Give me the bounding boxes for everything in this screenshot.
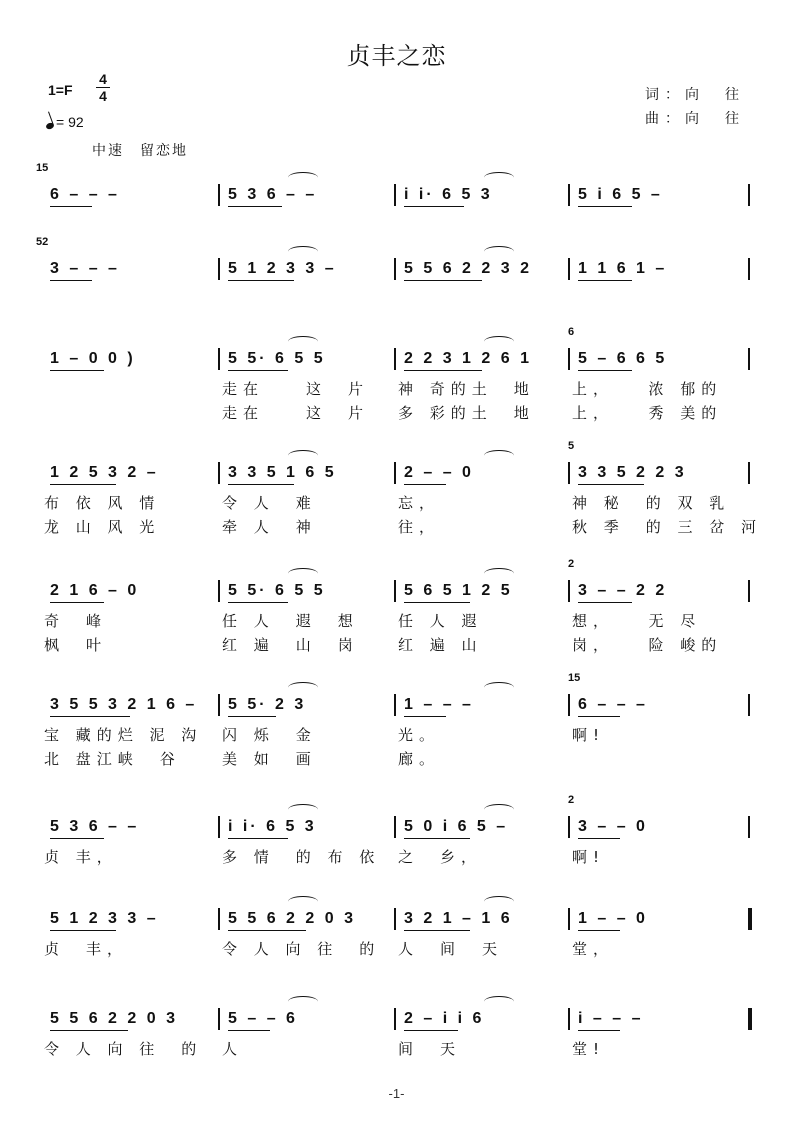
note-beam <box>578 206 632 207</box>
lyric-line-1: 布 依 风 情 <box>44 494 161 512</box>
grace-note: 52 <box>36 236 49 248</box>
barline <box>394 816 396 838</box>
barline <box>568 580 570 602</box>
tempo-marking <box>46 114 84 130</box>
note-beam <box>404 484 446 485</box>
page-number: -1- <box>388 1086 405 1101</box>
note-beam <box>228 838 288 839</box>
lyric-line-1: 闪 烁 金 <box>222 726 317 744</box>
slur-mark <box>288 568 318 579</box>
note-beam <box>578 1030 620 1031</box>
barline <box>748 580 750 602</box>
composer-credit: 曲：向 往 <box>645 110 745 126</box>
measure-notes: 3 3 5 1 6 5 <box>228 464 337 481</box>
note-beam <box>228 930 306 931</box>
lyric-line-2: 岗， 险 峻的 <box>572 636 723 654</box>
measure-notes: 2 2 3 1 2 6 1 <box>404 350 532 367</box>
note-beam <box>50 370 104 371</box>
lyric-line-2: 多 彩的土 地 <box>398 404 535 422</box>
barline <box>218 580 220 602</box>
measure-notes: 5 5· 6 5 5 <box>228 582 326 599</box>
slur-mark <box>484 804 514 815</box>
slur-mark <box>484 246 514 257</box>
note-beam <box>50 602 104 603</box>
slur-mark <box>288 246 318 257</box>
slur-mark <box>288 896 318 907</box>
measure-notes: 5 5· 6 5 5 <box>228 350 326 367</box>
lyric-line-1: 间 天 <box>398 1040 462 1058</box>
tempo-value: = 92 <box>56 114 84 130</box>
measure-notes: 3 – – 0 <box>578 818 648 835</box>
note-beam <box>228 484 294 485</box>
slur-mark <box>288 804 318 815</box>
grace-note: 15 <box>36 162 49 174</box>
note-beam <box>228 206 282 207</box>
note-beam <box>578 716 620 717</box>
measure-notes: i – – – <box>578 1010 644 1027</box>
measure-notes: 5 3 6 – – <box>228 186 318 203</box>
slur-mark <box>484 336 514 347</box>
measure-notes: 5 0 i 6 5 – <box>404 818 509 835</box>
lyric-line-1: 神 奇的土 地 <box>398 380 535 398</box>
barline <box>394 348 396 370</box>
measure-notes: 3 – – – <box>50 260 120 277</box>
lyric-line-1: 堂， <box>572 940 615 958</box>
lyric-line-1: 上， 浓 郁的 <box>572 380 723 398</box>
measure-notes: 1 – – 0 <box>578 910 648 927</box>
slur-mark <box>484 450 514 461</box>
measure-notes: 5 5 6 2 2 0 3 <box>228 910 356 927</box>
note-beam <box>228 280 294 281</box>
measure-notes: 2 1 6 – 0 <box>50 582 140 599</box>
measure-notes: 5 3 6 – – <box>50 818 140 835</box>
barline <box>748 1008 752 1030</box>
measure-notes: 2 – i i 6 <box>404 1010 485 1027</box>
slur-mark <box>484 996 514 1007</box>
barline <box>748 694 750 716</box>
measure-notes: 1 1 6 1 – <box>578 260 668 277</box>
barline <box>748 258 750 280</box>
barline <box>568 816 570 838</box>
barline <box>394 694 396 716</box>
note-beam <box>50 838 104 839</box>
lyric-line-1: 之 乡， <box>398 848 483 866</box>
barline <box>568 908 570 930</box>
measure-notes: 1 2 5 3 2 – <box>50 464 159 481</box>
grace-note: 5 <box>568 440 575 452</box>
slur-mark <box>484 172 514 183</box>
note-beam <box>578 930 620 931</box>
lyric-line-2: 廊。 <box>398 750 441 768</box>
note-beam <box>578 280 632 281</box>
measure-notes: i i· 6 5 3 <box>228 818 317 835</box>
note-beam <box>404 930 470 931</box>
note-beam <box>228 1030 270 1031</box>
measure-notes: 3 – – 2 2 <box>578 582 668 599</box>
barline <box>394 258 396 280</box>
note-beam <box>404 280 482 281</box>
note-beam <box>50 716 130 717</box>
measure-notes: 6 – – – <box>578 696 648 713</box>
note-beam <box>578 484 644 485</box>
lyric-line-1: 令 人 向 往 的 <box>44 1040 203 1058</box>
lyric-line-1: 啊! <box>572 848 606 866</box>
measure-notes: 5 1 2 3 3 – <box>50 910 159 927</box>
grace-note: 2 <box>568 794 575 806</box>
barline <box>568 258 570 280</box>
measure-notes: 5 1 2 3 3 – <box>228 260 337 277</box>
grace-note: 6 <box>568 326 575 338</box>
slur-mark <box>288 682 318 693</box>
measure-notes: 2 – – 0 <box>404 464 474 481</box>
barline <box>218 1008 220 1030</box>
lyric-line-1: 人 间 天 <box>398 940 504 958</box>
barline <box>218 348 220 370</box>
lyric-line-2: 美 如 画 <box>222 750 317 768</box>
lyric-line-1: 任 人 遐 <box>398 612 483 630</box>
slur-mark <box>288 450 318 461</box>
barline <box>748 184 750 206</box>
barline <box>748 348 750 370</box>
slur-mark <box>484 568 514 579</box>
lyric-line-1: 宝 藏的烂 泥 沟 <box>44 726 203 744</box>
barline <box>394 580 396 602</box>
barline <box>748 908 752 930</box>
lyric-line-1: 贞 丰， <box>44 940 129 958</box>
lyric-line-2: 枫 叶 <box>44 636 108 654</box>
note-beam <box>50 484 116 485</box>
lyric-line-2: 北 盘江峡 谷 <box>44 750 181 768</box>
lyric-line-1: 堂! <box>572 1040 606 1058</box>
lyric-line-1: 神 秘 的 双 乳 <box>572 494 731 512</box>
note-beam <box>228 716 276 717</box>
measure-notes: 3 5 5 3 2 1 6 – <box>50 696 198 713</box>
measure-notes: 1 – – – <box>404 696 474 713</box>
lyric-line-2: 红 遍 山 <box>398 636 483 654</box>
measure-notes: 6 – – – <box>50 186 120 203</box>
note-beam <box>404 370 482 371</box>
lyric-line-1: 令 人 向 往 的 <box>222 940 381 958</box>
barline <box>568 184 570 206</box>
page-title: 贞丰之恋 <box>346 42 447 70</box>
barline <box>218 908 220 930</box>
slur-mark <box>288 996 318 1007</box>
lyric-line-2: 走在 这 片 <box>222 404 370 422</box>
barline <box>568 462 570 484</box>
slur-mark <box>484 896 514 907</box>
barline <box>748 462 750 484</box>
barline <box>568 1008 570 1030</box>
barline <box>218 184 220 206</box>
lyric-line-1: 啊! <box>572 726 606 744</box>
barline <box>218 816 220 838</box>
time-signature-top: 4 <box>99 71 107 87</box>
lyric-line-2: 秋 季 的 三 岔 河 <box>572 518 763 536</box>
note-beam <box>404 602 470 603</box>
lyric-line-1: 人 <box>222 1040 244 1058</box>
lyric-line-2: 上， 秀 美的 <box>572 404 723 422</box>
measure-notes: 5 i 6 5 – <box>578 186 663 203</box>
lyric-line-2: 往， <box>398 518 441 536</box>
barline <box>394 184 396 206</box>
barline <box>748 816 750 838</box>
note-beam <box>578 838 620 839</box>
note-beam <box>50 280 92 281</box>
lyric-line-1: 令 人 难 <box>222 494 317 512</box>
measure-notes: 5 5 6 2 2 0 3 <box>50 1010 178 1027</box>
measure-notes: 3 3 5 2 2 3 <box>578 464 687 481</box>
lyric-line-1: 想， 无 尽 <box>572 612 702 630</box>
quarter-note-icon <box>45 122 55 130</box>
barline <box>218 694 220 716</box>
lyric-line-1: 光。 <box>398 726 441 744</box>
note-beam <box>228 370 288 371</box>
note-beam <box>578 370 632 371</box>
measure-notes: 1 – 0 0 ) <box>50 350 136 367</box>
barline <box>218 258 220 280</box>
note-beam <box>404 716 446 717</box>
note-beam <box>50 1030 128 1031</box>
expression-marking: 中速 留恋地 <box>92 142 188 158</box>
time-signature <box>96 72 110 103</box>
note-beam <box>404 838 470 839</box>
lyric-line-1: 奇 峰 <box>44 612 108 630</box>
barline <box>394 1008 396 1030</box>
note-beam <box>228 602 288 603</box>
lyric-line-1: 走在 这 片 <box>222 380 370 398</box>
measure-notes: 3 2 1 – 1 6 <box>404 910 513 927</box>
lyric-line-2: 红 遍 山 岗 <box>222 636 359 654</box>
note-beam <box>578 602 632 603</box>
measure-notes: 5 5· 2 3 <box>228 696 307 713</box>
lyric-line-1: 贞 丰， <box>44 848 118 866</box>
key-signature: 1=F <box>48 82 73 98</box>
note-beam <box>50 930 116 931</box>
barline <box>394 908 396 930</box>
lyric-line-1: 任 人 遐 想 <box>222 612 359 630</box>
lyric-line-1: 多 情 的 布 依 <box>222 848 381 866</box>
slur-mark <box>288 172 318 183</box>
note-beam <box>404 1030 458 1031</box>
note-beam <box>404 206 464 207</box>
barline <box>568 348 570 370</box>
time-signature-bottom: 4 <box>99 88 107 104</box>
measure-notes: 5 – 6 6 5 <box>578 350 668 367</box>
barline <box>394 462 396 484</box>
measure-notes: 5 6 5 1 2 5 <box>404 582 513 599</box>
measure-notes: 5 5 6 2 2 3 2 <box>404 260 532 277</box>
note-beam <box>50 206 92 207</box>
slur-mark <box>288 336 318 347</box>
measure-notes: i i· 6 5 3 <box>404 186 493 203</box>
lyricist-credit: 词：向 往 <box>645 86 745 102</box>
slur-mark <box>484 682 514 693</box>
grace-note: 15 <box>568 672 581 684</box>
barline <box>218 462 220 484</box>
lyric-line-1: 忘， <box>398 494 441 512</box>
measure-notes: 5 – – 6 <box>228 1010 298 1027</box>
grace-note: 2 <box>568 558 575 570</box>
lyric-line-2: 牵 人 神 <box>222 518 317 536</box>
barline <box>568 694 570 716</box>
lyric-line-2: 龙 山 风 光 <box>44 518 161 536</box>
